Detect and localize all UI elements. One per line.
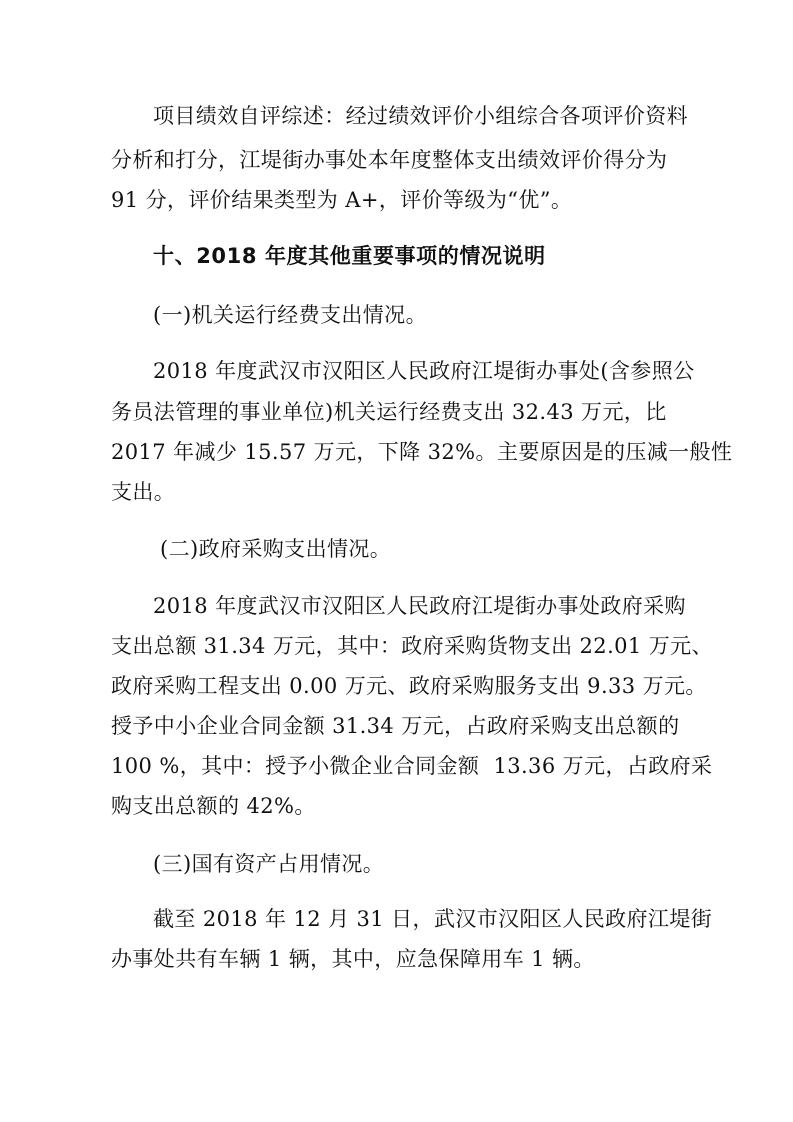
item-two-line-6: 购支出总额的 42%。 bbox=[111, 794, 316, 818]
summary-line-1: 项目绩效自评综述：经过绩效评价小组综合各项评价资料 bbox=[153, 104, 688, 128]
summary-line-3: 91 分，评价结果类型为 A+，评价等级为“优”。 bbox=[111, 188, 573, 212]
item-three-line-1: 截至 2018 年 12 月 31 日，武汉市汉阳区人民政府江堤街 bbox=[153, 907, 713, 931]
item-one-line-2: 务员法管理的事业单位)机关运行经费支出 32.43 万元，比 bbox=[111, 400, 667, 424]
item-one-line-3: 2017 年减少 15.57 万元，下降 32%。主要原因是的压减一般性 bbox=[111, 440, 733, 464]
item-two-line-4: 授予中小企业合同金额 31.34 万元，占政府采购支出总额的 bbox=[111, 714, 680, 738]
summary-line-2: 分析和打分，江堤街办事处本年度整体支出绩效评价得分为 bbox=[111, 148, 668, 172]
item-two-line-1: 2018 年度武汉市汉阳区人民政府江堤街办事处政府采购 bbox=[153, 594, 686, 618]
item-two-line-5: 100 %，其中：授予小微企业合同金额 13.36 万元，占政府采 bbox=[111, 754, 713, 778]
item-two-heading: (二)政府采购支出情况。 bbox=[160, 537, 392, 561]
item-three-line-2: 办事处共有车辆 1 辆，其中，应急保障用车 1 辆。 bbox=[111, 947, 595, 971]
item-two-line-2: 支出总额 31.34 万元，其中：政府采购货物支出 22.01 万元、 bbox=[111, 634, 713, 658]
item-one-line-4: 支出。 bbox=[111, 480, 176, 504]
item-two-line-3: 政府采购工程支出 0.00 万元、政府采购服务支出 9.33 万元。 bbox=[111, 674, 707, 698]
item-three-heading: (三)国有资产占用情况。 bbox=[153, 852, 385, 876]
item-one-heading: (一)机关运行经费支出情况。 bbox=[153, 303, 427, 327]
item-one-line-1: 2018 年度武汉市汉阳区人民政府江堤街办事处(含参照公 bbox=[153, 359, 695, 383]
section-ten-heading: 十、2018 年度其他重要事项的情况说明 bbox=[153, 244, 546, 268]
